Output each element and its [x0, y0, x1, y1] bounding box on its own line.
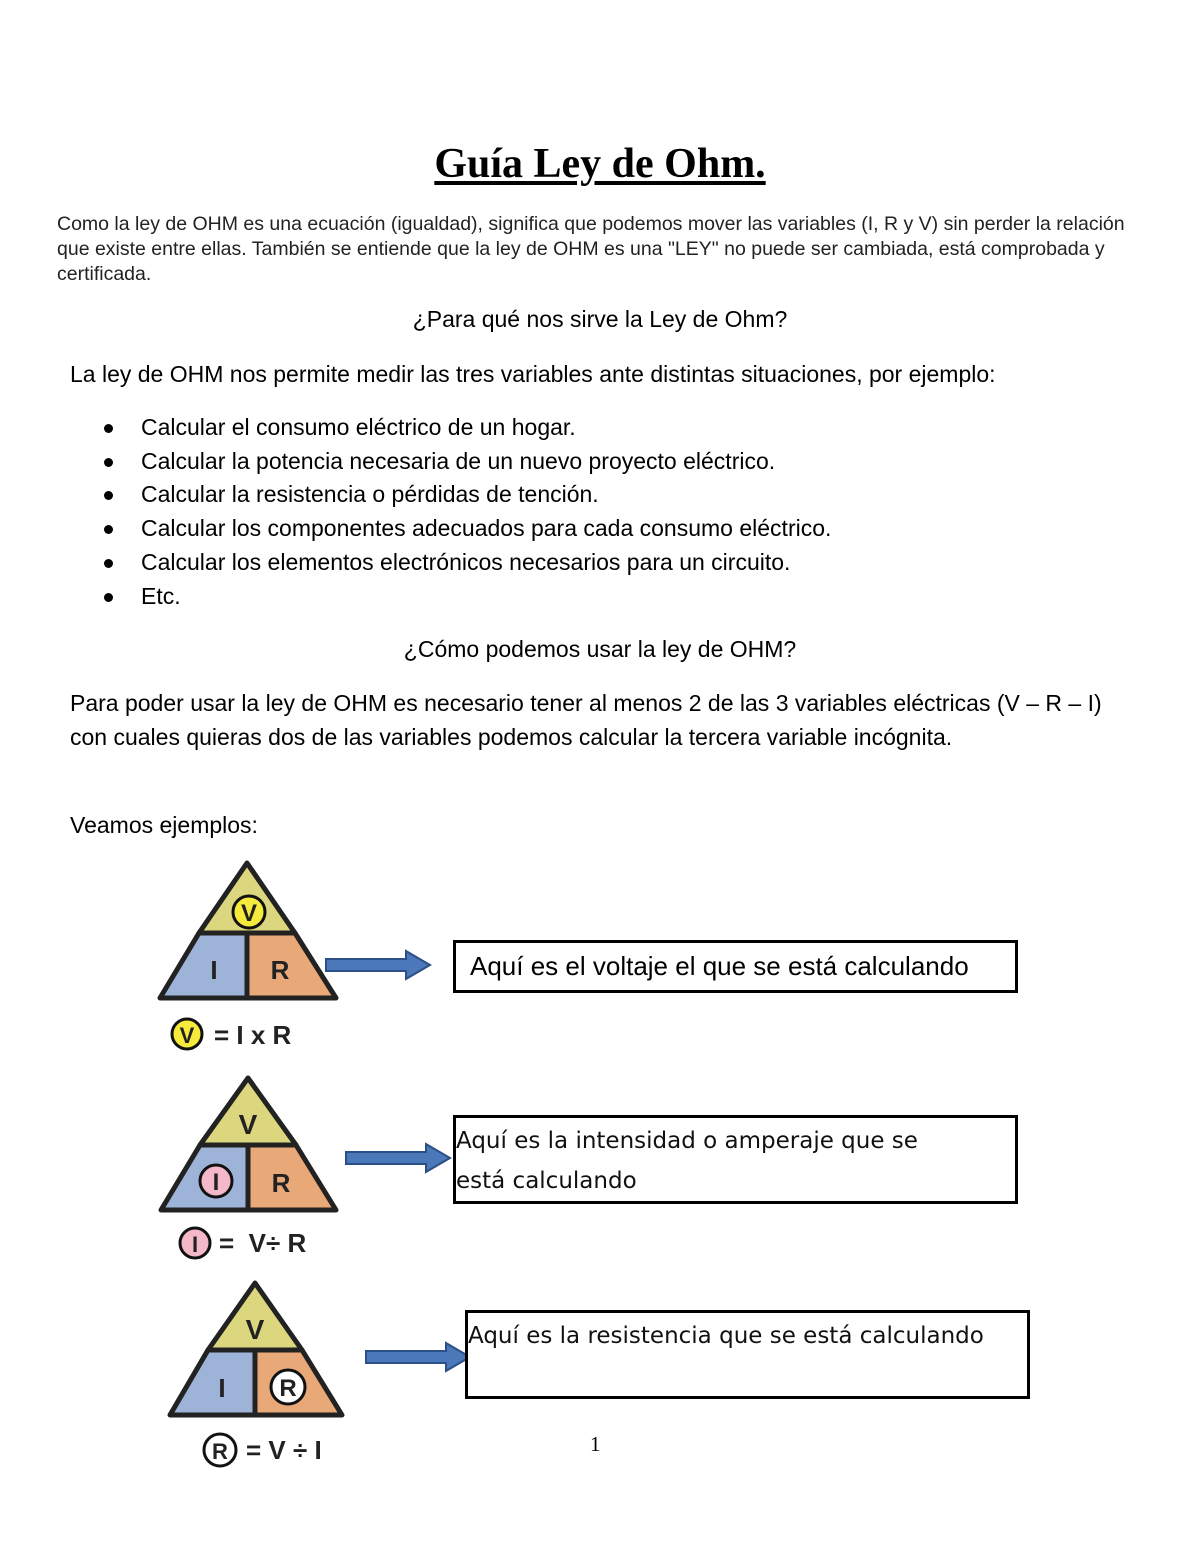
triangle-v-label: V: [238, 1109, 258, 1140]
formula-lhs: V: [179, 1023, 195, 1048]
formula-lhs: I: [191, 1232, 199, 1257]
triangle-r-label: R: [270, 955, 290, 985]
formula-rhs: = V ÷ I: [246, 1435, 322, 1465]
bullet-icon: [104, 491, 113, 500]
formula-rhs: = I x R: [214, 1020, 292, 1050]
triangle-left-section: [160, 933, 247, 998]
bullet-icon: [104, 525, 113, 534]
bullet-icon: [104, 458, 113, 467]
list-item: Calcular la potencia necesaria de un nuevo proyecto eléctrico.: [100, 445, 831, 479]
caption-box-resistance: [465, 1310, 1030, 1399]
list-item: Calcular los elementos electrónicos necesarios para un circuito.: [100, 546, 831, 580]
bullet-icon: [104, 424, 113, 433]
triangle-r-label: R: [271, 1168, 291, 1198]
page-title: Guía Ley de Ohm.: [434, 141, 766, 187]
triangle-v-label: V: [245, 1314, 265, 1345]
bullet-icon: [104, 559, 113, 568]
triangle-i-label: I: [218, 1373, 226, 1403]
list-item: Etc.: [100, 580, 831, 614]
caption-text: Aquí es la resistencia que se está calculando: [468, 1323, 984, 1349]
triangle-i-label: I: [212, 1169, 220, 1196]
triangle-left-section: [170, 1350, 255, 1415]
triangle-r-label: R: [279, 1375, 297, 1402]
paragraph-necesario: Para poder usar la ley de OHM es necesario tener al menos 2 de las 3 variables eléctricas (V – R – I) con cuales quieras dos de las variables podemos calcular la tercera variable incógnita.: [70, 690, 1102, 750]
intro-paragraph: Como la ley de OHM es una ecuación (igualdad), significa que podemos mover las variables (I, R y V) sin perder la relación que existe entre ellas. También se entiende que la ley de OHM es una "LEY" no puede ser cambiada, está comprobada y certificada.: [57, 213, 1125, 285]
heading-para-que: ¿Para qué nos sirve la Ley de Ohm?: [412, 306, 788, 332]
arrow-right-icon: [322, 948, 434, 982]
ohm-triangle-resistance: [150, 1275, 450, 1475]
caption-text: Aquí es el voltaje el que se está calculando: [470, 951, 969, 981]
arrow-right-icon: [362, 1340, 474, 1374]
bullet-icon: [104, 593, 113, 602]
heading-como-usar: ¿Cómo podemos usar la ley de OHM?: [403, 636, 797, 662]
list-item: Calcular los componentes adecuados para cada consumo eléctrico.: [100, 512, 831, 546]
triangle-i-label: I: [210, 955, 218, 985]
examples-label: Veamos ejemplos:: [70, 812, 258, 838]
arrow-right-icon: [342, 1141, 454, 1175]
list-item: Calcular el consumo eléctrico de un hogar.: [100, 411, 831, 445]
triangle-right-section: [248, 1145, 336, 1210]
caption-box-voltage: [453, 940, 1018, 993]
formula-rhs: = V÷ R: [219, 1228, 307, 1258]
list-item: Calcular la resistencia o pérdidas de tención.: [100, 478, 831, 512]
formula-lhs: R: [212, 1439, 228, 1464]
triangle-v-label: V: [240, 900, 258, 927]
paragraph-permite-medir: La ley de OHM nos permite medir las tres variables ante distintas situaciones, por ejemplo:: [70, 361, 996, 387]
page-number: 1: [590, 1432, 601, 1456]
caption-box-intensity: [453, 1115, 1018, 1204]
uses-list: [100, 411, 831, 613]
caption-text: Aquí es la intensidad o amperaje que se está calculando: [456, 1128, 918, 1194]
